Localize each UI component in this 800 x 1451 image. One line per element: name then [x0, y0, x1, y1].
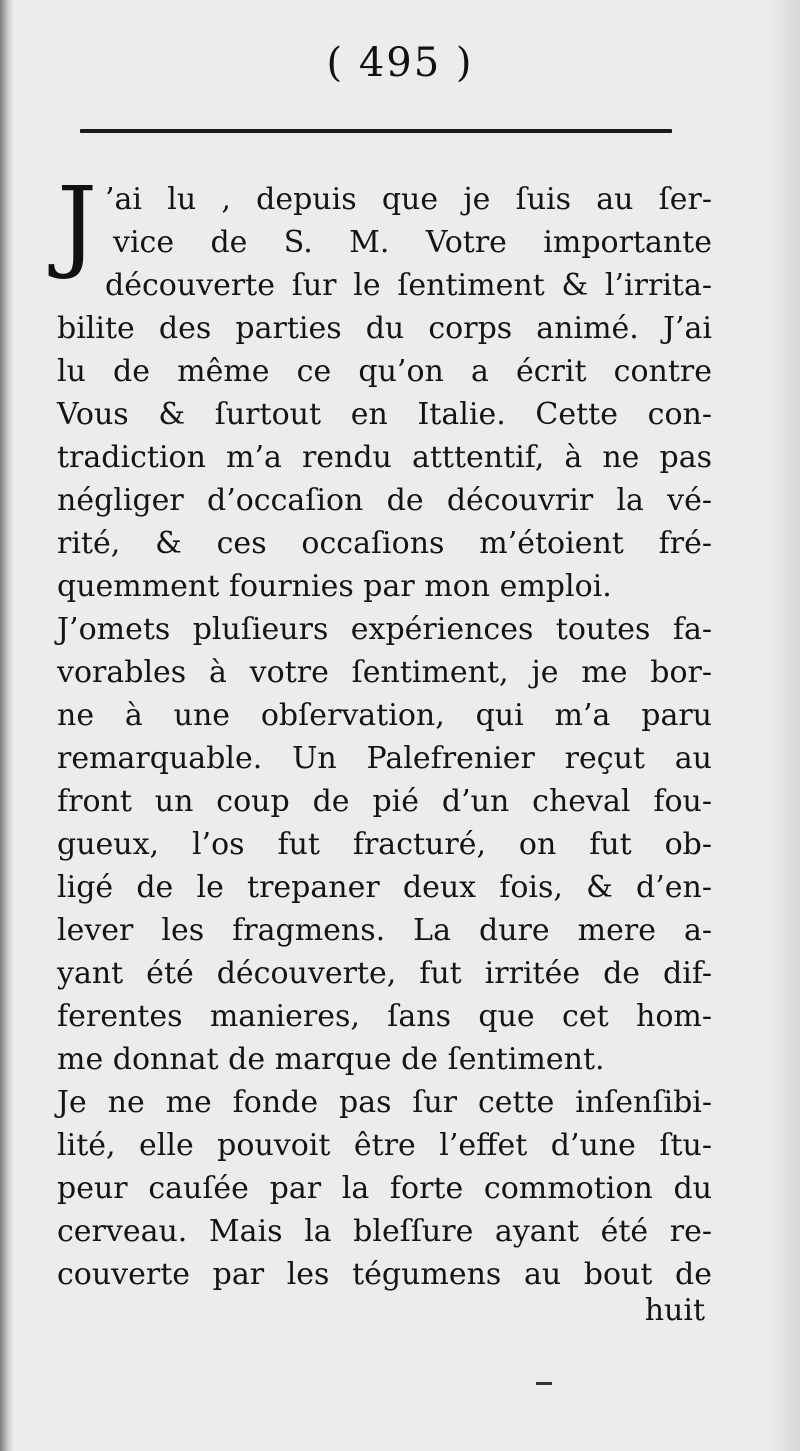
text-line: négliger d’occaſion de découvrir la vé-	[57, 483, 712, 518]
text-line: ligé de le trepaner deux fois, & d’en-	[57, 870, 712, 905]
text-line: ’ai lu , depuis que je ſuis au ſer-	[105, 182, 712, 217]
text-line: me donnat de marque de ſentiment.	[57, 1042, 605, 1077]
header-rule	[80, 129, 672, 133]
text-line: rité, & ces occaſions m’étoient fré-	[57, 526, 712, 561]
page-edge-shade	[770, 0, 800, 1451]
text-line: ferentes manieres, ſans que cet hom-	[57, 999, 712, 1034]
text-line: vorables à votre ſentiment, je me bor-	[57, 655, 712, 690]
text-line: Vous & ſurtout en Italie. Cette con-	[57, 397, 712, 432]
page-gutter-shadow	[0, 0, 14, 1451]
text-line: yant été découverte, fut irritée de dif-	[57, 956, 712, 991]
text-line: J’omets pluſieurs expériences toutes fa-	[57, 612, 712, 647]
text-line: cerveau. Mais la bleſſure ayant été re-	[57, 1214, 712, 1249]
text-line: front un coup de pié d’un cheval fou-	[57, 784, 712, 819]
text-line: bilite des parties du corps animé. J’ai	[57, 311, 712, 346]
text-line: couverte par les tégumens au bout de	[57, 1257, 712, 1292]
text-line: ne à une obſervation, qui m’a paru	[57, 698, 712, 733]
text-line: gueux, l’os fut fracturé, on fut ob-	[57, 827, 712, 862]
text-line: lité, elle pouvoit être l’effet d’une ſtu-	[57, 1128, 712, 1163]
text-line: lever les fragmens. La dure mere a-	[57, 913, 712, 948]
text-line: découverte ſur le ſentiment & l’irrita-	[105, 268, 712, 303]
text-line: peur cauſée par la forte commotion du	[57, 1171, 712, 1206]
drop-cap: J	[57, 165, 98, 282]
running-head-page-number: ( 495 )	[326, 40, 474, 86]
text-line: Je ne me fonde pas ſur cette inſenſibi-	[57, 1085, 712, 1120]
text-line: lu de même ce qu’on a écrit contre	[57, 354, 712, 389]
text-line: quemment fournies par mon emploi.	[57, 569, 612, 604]
catchword: huit	[644, 1293, 705, 1328]
body-text	[57, 165, 712, 1296]
footer-mark	[536, 1382, 552, 1385]
text-line: remarquable. Un Palefrenier reçut au	[57, 741, 712, 776]
text-line: tradiction m’a rendu atttentif, à ne pas	[57, 440, 712, 475]
text-line: vice de S. M. Votre importante	[113, 225, 712, 260]
